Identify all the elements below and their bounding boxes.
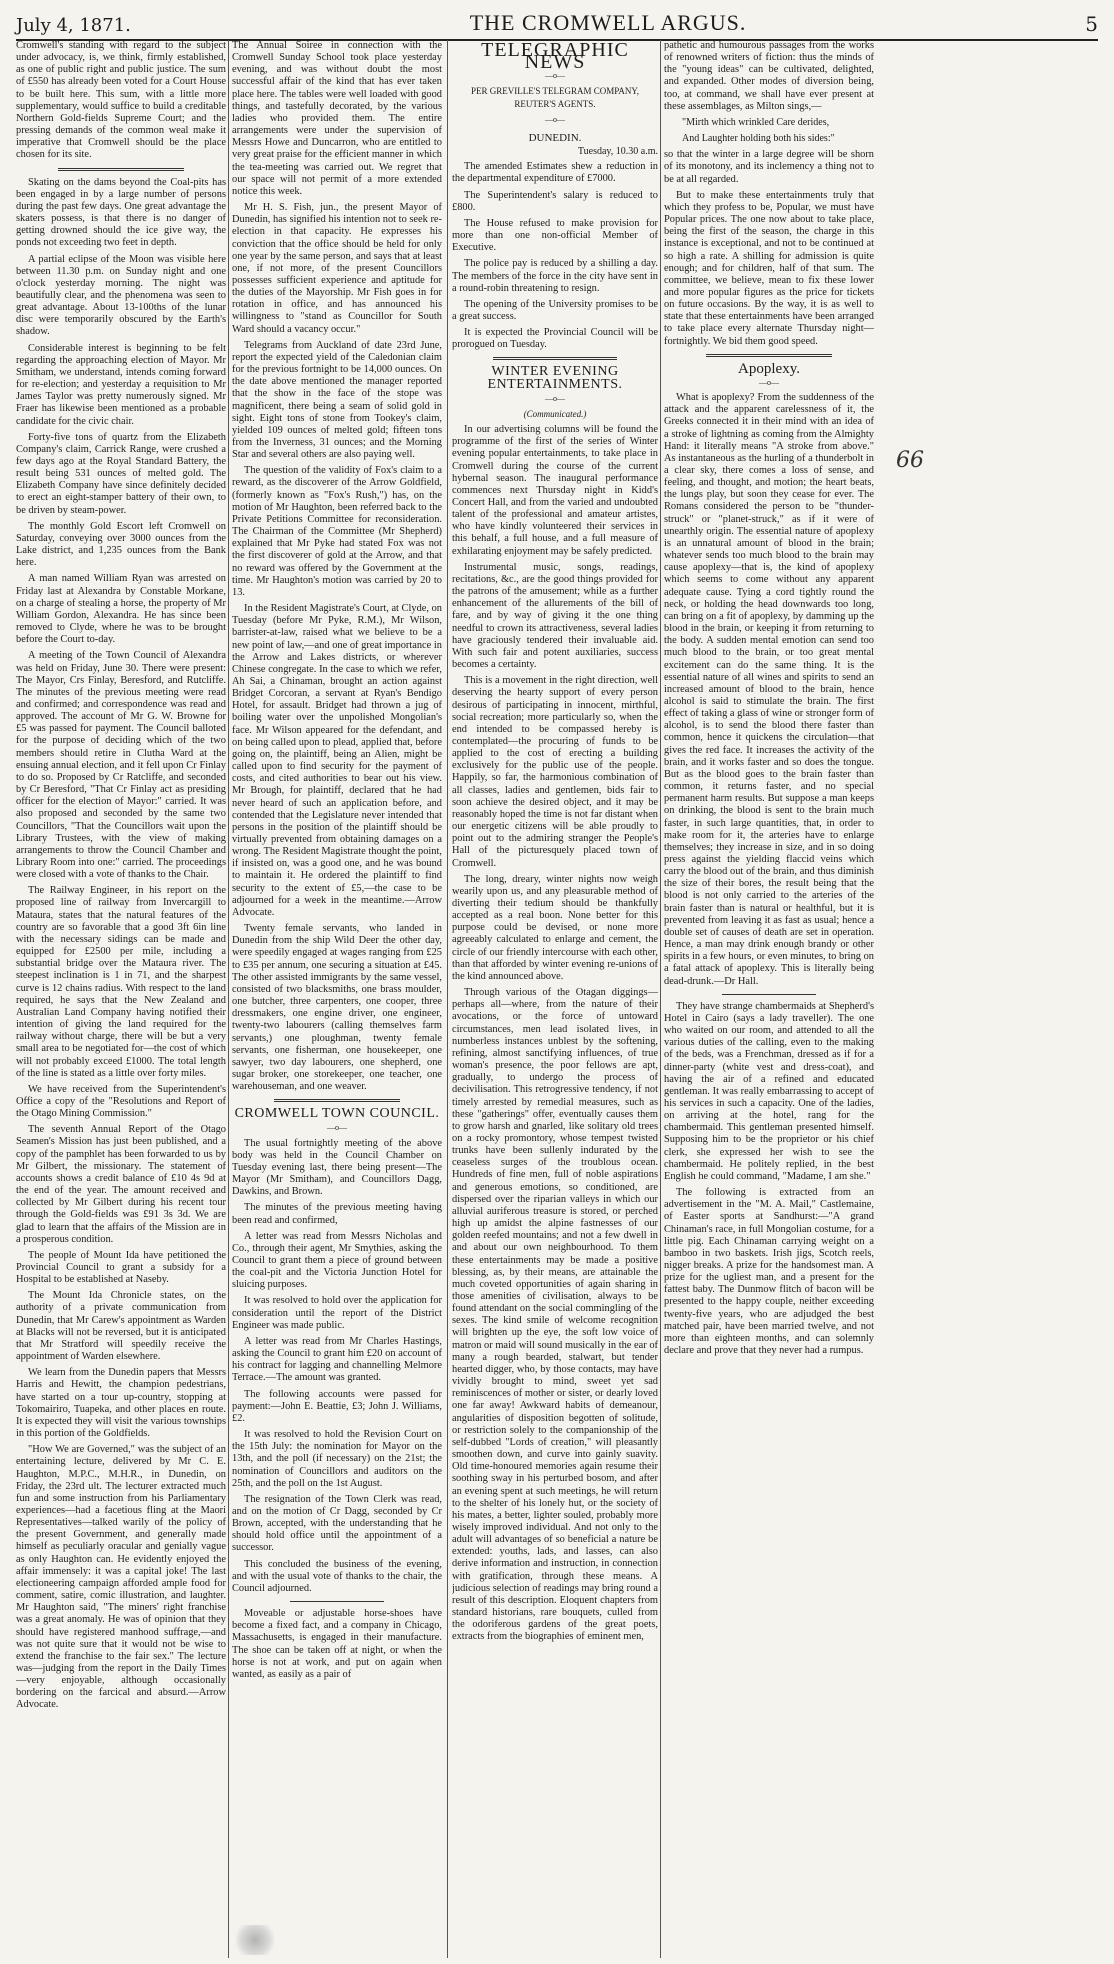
article-paragraph: This is a movement in the right direction, well deserving the hearty support of every person desirous of participating in innocent, mirthful, social recreation; more particularly so, when the end intended to be compassed hereby is contemplated—the procuring of funds to be applied to the cost of erecting a building exclusively for the public use of the people. Happily, so far, the harmonious combination of all classes, ladies and gentlemen, bids fair to soon achieve the desired object, and it may be reasonably hoped the time is not far distant when our energetic citizens will be able proudly to point out to the admiring stranger the People's Hall of the picturesquely placed town of Cromwell. (452, 675, 658, 869)
article-paragraph: Instrumental music, songs, readings, recitations, &c., are the good things provided for the patrons of the amusement; while as a further enhancement of the allurements of the bill of fare, and by way of giving it the one thing needful to crown its attractiveness, several ladies have graciously tendered their invaluable aid. With such fair and potent auxiliaries, success becomes a certainty. (452, 561, 658, 671)
winter-heading: WINTER EVENING ENTERTAINMENTS. (487, 364, 623, 392)
telegraph-item: The amended Estimates shew a reduction in the departmental expenditure of £7000. (452, 161, 658, 185)
section-divider (706, 354, 832, 357)
article-paragraph: Twenty female servants, who landed in Dunedin from the ship Wild Deer the other day, were speedily engaged at wages ranging from £25 to £35 per annum, one securing a situation at £45. The other assisted immigrants by the same vessel, consisted of two blacksmiths, one brass moulder, one butcher, three carpenters, one cooper, three dressmakers, one engine driver, one engineer, twenty-two labourers (calling themselves farm servants,) one ploughman, twenty female servants, one fisherman, one housekeeper, one sawyer, two day labourers, one shepherd, one sugar broker, one storekeeper, one teacher, one warehouseman, and one weaver. (232, 923, 442, 1093)
article-paragraph: The question of the validity of Fox's claim to a reward, as the discoverer of the Arrow Goldfield, (formerly known as "Fox's Rush,") has, on the motion of Mr Haughton, been referred back to the Private Petitions Committee for reconsideration. The Chairman of the Committee (Mr Shepherd) explained that Mr Pyke had stated Fox was not the first discoverer of gold at the Arrow, and that no reward was offered by the Government at the time. Mr Haughton's motion was carried by 20 to 13. (232, 465, 442, 598)
article-paragraph: The following is extracted from an advertisement in the "M. A. Mail," Castlemaine, of Easter sports at Sandhurst:—"A grand Chinaman's race, in full Mongolian costume, for a little pig. Each Chinaman carrying weight on a bamboo in two baskets. Irish jigs, Scotch reels, nigger breaks. A prize for the handsomest man. A prize for the ugliest man, and a present for the fattest baby. The Dunmow flitch of bacon will be presented to the happy couple, neither exceeding twenty-five years, who are adjudged the best matched pair, have been married twelve, and not more than eighteen months, and can solemnly declare and prove that they never had a rumpus. (664, 1187, 874, 1357)
column-rule (660, 40, 661, 1958)
article-paragraph: Telegrams from Auckland of date 23rd June, report the expected yield of the Caledonian claim for the previous fortnight to be 14,000 ounces. On the date above mentioned the manager reported that the show in the face of the stope was magnificent, there being a seam of solid gold in sight. Eight tons of stone from Tookey's claim, yielded 109 ounces of melted gold; fifteen tons from the Inverness, 31 ounces; and the Morning Star and several others are also paying well. (232, 339, 442, 461)
telegraph-item: The police pay is reduced by a shilling a day. The members of the force in the city have sent in a round-robin threatening to resign. (452, 258, 658, 294)
masthead (16, 6, 1098, 41)
article-paragraph: A man named William Ryan was arrested on Friday last at Alexandra by Constable Morkane, on a charge of stealing a horse, the property of Mr William Gordon, Alexandra. He has since been removed to Clyde, where he was to be brought before the Court to-day. (16, 573, 226, 646)
article-paragraph: We learn from the Dunedin papers that Messrs Harris and Hewitt, the champion pedestrians, have started on a tour up-country, stopping at Tokomairiro, Tuapeka, and other places en route. It is expected they will visit the various townships in this portion of the Goldfields. (16, 1367, 226, 1440)
article-paragraph: The usual fortnightly meeting of the above body was held in the Council Chamber on Tuesday evening last, there being present—The Mayor (Mr Smitham), and Councillors Dagg, Dawkins, and Brown. (232, 1137, 442, 1198)
heading-rule: —o— (545, 114, 565, 124)
column-rule (447, 40, 448, 1958)
communicated-note: (Communicated.) (523, 408, 587, 419)
article-paragraph: The people of Mount Ida have petitioned the Provincial Council to grant a subsidy for a Hospital to be established at Naseby. (16, 1249, 226, 1286)
section-divider (274, 1099, 400, 1102)
heading-rule: —o— (545, 393, 565, 403)
article-paragraph: Moveable or adjustable horse-shoes have become a fixed fact, and a company in Chicago, Massachusetts, is engaged in their manufacture. The shoe can be taken off at night, or when the horse is not at work, and put on again when wanted, as easily as a pair of (232, 1608, 442, 1680)
article-paragraph: Skating on the dams beyond the Coal-pits has been engaged in by a large number of persons during the past few days. One great advantage the skaters possess, is that there is no danger of getting drowned should the ice give way, the ponds not exceeding two feet in depth. (16, 176, 226, 249)
article-paragraph: so that the winter in a large degree will be shorn of its monotony, and its inclemency a thing not to be at all regarded. (664, 149, 874, 185)
heading-rule: —o— (327, 1123, 347, 1133)
telegraph-item: The Superintendent's salary is reduced to £800. (452, 189, 658, 213)
article-paragraph: In the Resident Magistrate's Court, at Clyde, on Tuesday (before Mr Pyke, R.M.), Mr Wilson, barrister-at-law, raised what we believe to be a new point of law,—and one of great importance in the Arrow and Lakes districts, or wherever Chinese congregate. In the case to which we refer, Ah Sai, a Chinaman, brought an action against Bridget Corcoran, a servant at Ryan's Bendigo Hotel, for assault. Bridget had thrown a jug of boiling water over the unpolished Mongolian's face. Mr Wilson appeared for the defendant, and on being called upon to plead, applied that, before going on, the plaintiff, being an Alien, might be called upon to find security for the payment of costs, and cited authorities to bear out his view. Mr Brough, for plaintiff, declared that he had never heard of such an application before, and contended that the Legislature never intended that persons in the position of the plaintiff should be virtually prevented from obtaining damages on a wrong. The Resident Magistrate thought the point, if insisted on, was a good one, and he was bound to maintain it. He ordered the plaintiff to find security to the extent of £5,—the case to be adjourned for a week in the meantime.—Arrow Advocate. (232, 603, 442, 918)
article-paragraph: The seventh Annual Report of the Otago Seamen's Mission has just been published, and a copy of the pamphlet has been forwarded to us by Mr Gilbert, the missionary. The statement of accounts shows a credit balance of £10 4s 9d at the end of the year. The amount received and collected by Mr Gilbert during his recent tour through the Gold-fields was £91 3s 3d. We are glad to learn that the affairs of the Mission are in a prosperous condition. (16, 1124, 226, 1245)
column-1 (16, 40, 226, 1958)
article-paragraph: The monthly Gold Escort left Cromwell on Saturday, conveying over 3000 ounces from the Lake district, and 1,235 ounces from the Bank here. (16, 520, 226, 569)
article-paragraph: Considerable interest is beginning to be felt regarding the approaching election of Mayor. Mr Smitham, we understand, intends coming forward for re-election; and yesterday a requisition to Mr James Taylor was pretty numerously signed. Mr Fraer has likewise been mentioned as a probable candidate for the civic chair. (16, 342, 226, 427)
article-paragraph: The resignation of the Town Clerk was read, and on the motion of Cr Dagg, seconded by Cr Brown, accepted, with the understanding that he should hold office until the appointment of a successor. (232, 1493, 442, 1554)
article-paragraph: The Railway Engineer, in his report on the proposed line of railway from Invercargill to Mataura, states that the natural features of the country are so favorable that a good 3ft 6in line with the necessary sidings can be made and equipped for £2500 per mile, including a substantial bridge over the Mataura river. The steepest inclination is 1 in 71, and the sharpest curve is 12 chains radius. With respect to the land required, he says that the New Zealand and Australian Land Company having notified their intention of giving the land required for the railway without charge, there will be but a very small area to be negotiated for—the cost of which will not probably exceed £1000. The total length of the line is stated as a little over forty miles. (16, 885, 226, 1079)
section-divider (493, 357, 617, 360)
page-number: 5 (1085, 12, 1098, 36)
article-paragraph: The minutes of the previous meeting having been read and confirmed, (232, 1202, 442, 1226)
column-4 (664, 40, 874, 1958)
section-divider (58, 168, 184, 171)
telegraph-item: The House refused to make provision for more than one non-official Member of Executive. (452, 217, 658, 254)
telegraph-dateline: Tuesday, 10.30 a.m. (577, 146, 658, 158)
article-paragraph: It was resolved to hold the Revision Court on the 15th July: the nomination for Mayor on the 13th, and the poll (if necessary) on the 21st; the nomination of Councillors and auditors on the 25th, and the poll on the 1st August. (232, 1429, 442, 1489)
telegraph-place: DUNEDIN. (528, 131, 582, 144)
heading-rule: —o— (545, 71, 565, 81)
paper-title: THE CROMWELL ARGUS. (469, 10, 747, 35)
paper-stain (230, 1925, 280, 1955)
telegraph-agency: PER GREVILLE'S TELEGRAM COMPANY, REUTER'S AGENTS. (471, 86, 639, 109)
article-paragraph: A letter was read from Mr Charles Hastings, asking the Council to grant him £20 on account of his contract for lagging and channelling Melmore Terrace.—The amount was granted. (232, 1335, 442, 1384)
apoplexy-heading: Apoplexy. (738, 360, 800, 377)
column-rule (228, 40, 229, 1958)
article-paragraph: What is apoplexy? From the suddenness of the attack and the apparent carelessness of it, the Greeks connected it in their mind with an idea of a stroke of lightning as coming from the Almighty Hand: it literally means "A stroke from above." As instantaneous as the hurling of a thunderbolt in a clear sky, there comes a loss of sense, and feeling, and thought, and motion; the heart beats, the lungs play, but soon they cease for ever. The Romans considered the person to be "thunder-struck" or "planet-struck," as if it were of unearthly origin. The essential nature of apoplexy is an unnatural amount of blood in the brain; whatever sends too much blood to the brain may cause apoplexy—that is, the kind of apoplexy which seems to come without any apparent adequate cause. Tying a cord tightly round the neck, or holding the head downwards too long, can bring on a fit of apoplexy, by damming up the blood in the brain, or keeping it from returning to the body. A sudden mental emotion can send too much blood to the brain, or too great mental excitement can do the same thing. It is the essential nature of all wines and spirits to send an increased amount of blood to the brain, hence alcohol is said to stimulate the brain. The first effect of taking a glass of wine or stronger form of alcohol, is to send the blood there faster than common, hence it quickens the circulation—that gives the red face. It increases the activity of the brain, and it works faster and so does the tongue. But as the blood goes to the brain faster than common, it returns faster, and no special permanent harm results. But suppose a man keeps on drinking, the blood is sent to the brain much faster, in such large quantities, that, in order to make room for it, the arteries have to enlarge themselves; they increase in size, and in so doing press against the yielding flaccid veins which carry the blood out of the brain, and thus diminish the size of their bores, the result being that the blood is not only carried to the arteries of the brain faster than is natural or healthful, but it is prevented from leaving it as fast as usual; hence a double set of causes of death are set in operation. Hence, a man may drink enough brandy or other spirits in a few hours, or even minutes, to bring on a fatal attack of apoplexy. This is literally being dead-drunk.—Dr Hall. (664, 392, 874, 987)
handwritten-margin-note: 66 (896, 448, 924, 473)
quote-line: And Laughter holding both his sides:" (682, 133, 835, 145)
article-paragraph: They have strange chambermaids at Shepherd's Hotel in Cairo (says a lady traveller). The one who waited on our room, and attended to all the various duties of the calling, even to the making of the beds, was a Frenchman, dressed as if for a dinner-party (white vest and dress-coat), and having the air of a refined and educated gentleman. It was really embarrassing to accept of his services in such a capacity. One of the ladies, on arriving at the hotel, rang for the chambermaid. This gentleman presented himself. Supposing him to be the proprietor or his chief clerk, she expressed her wish to see the chambermaid. He politely replied, in the best English he could command, "Madame, I am she." (664, 1000, 874, 1182)
column-3 (452, 40, 658, 1958)
article-paragraph: The Mount Ida Chronicle states, on the authority of a private communication from Dunedin, that Mr Carew's appointment as Warden at Blacks will not be reversed, but it is anticipated that Mr Stratford will speedily receive the appointment of Warden elsewhere. (16, 1290, 226, 1363)
article-paragraph: Through various of the Otagan diggings—perhaps all—where, from the nature of their avocations, or the force of untoward circumstances, men lead isolated lives, in numberless instances unblest by the softening, refining, almost sanctifying influences, of true woman's presence, the poor fellows are apt, gradually, to undergo the process of decivilisation. This retrogressive tendency, if not timely arrested by remedial measures, such as these "gatherings" offer, eventually causes them to grow harsh and gnarled, like solitary old trees on a rocky promontory, whose tempest twisted trunks have been sullenly indurated by the ceaseless surges of the troublous ocean. Hundreds of fine men, full of noble aspirations and generous emotions, so conditioned, are dispersed over the riparian valleys in which our alluvial auriferous treasure is stored, or perched high up amidst the alpine fastnesses of our golden reefed mountains; and not a few dwell in and about our own neighbourhood. To them these entertainments may be made a positive blessing, as, by their means, are attainable the much coveted opportunities of again sharing in those amenities of civilisation, always to be found attendant on the social commingling of the sexes. The kind smile of welcome recognition will brighten up the eye, the soft low voice of matron or maid will sound musically in the ear of many a rough bearded, stalwart, but tender hearted digger, who, by those contacts, may have vividly brought to mind, sweet yet sad reminiscences of mother or sister, or dearly loved one far away! Awkward habits of demeanour, angularities of disposition begotten of solitude, or restriction solely to the companionship of the self-dubbed "Lords of creation," will pleasantly smoothen down, and curve into gainly suavity. Old time-honoured memories again resume their soothing sway in his perturbed bosom, and after an evening spent at such meetings, he will return to the shelter of his lonely hut, or the society of his mates, a better, lighter souled, probably more wisely improved individual. And not only to the adult will advantages of so beneficial a nature be extended: youths, lads, and lasses, can also derive information and instruction, in connection with gratification, through these means. A judicious selection of readings may bring round a result of this description. Eloquent chapters from standard historians, rare bouquets, culled from the odoriferous gardens of the great poets, extracts from the biographies of eminent men, (452, 987, 658, 1643)
article-paragraph: pathetic and humourous passages from the works of renowned writers of fiction: thus the minds of the "young ideas" can be cultivated, delighted, and expanded. Other modes of diversion being, too, at command, we shall have ever present at these assemblages, as Milton sings,— (664, 40, 874, 112)
article-paragraph: A meeting of the Town Council of Alexandra was held on Friday, June 30. There were present: The Mayor, Crs Finlay, Beresford, and Rutcliffe. The minutes of the previous meeting were read and confirmed; and correspondence was read and approved. The account of Mr G. W. Browne for £5 was passed for payment. The Council balloted for the purpose of deciding which of the two members should retire in Clutha Ward at the ensuing annual election, and it fell upon Cr Finlay to do so. Proposed by Cr Ratcliffe, and seconded by Cr Beresford, "That Cr Finlay act as presiding officer for the election of Mayor:" carried. It was also proposed and seconded by the same two Councillors, "That the Councillors wait upon the Library Trustees, with the view of making arrangements to throw the Council Chamber and Library Room into one:" carried. The proceedings were closed with a vote of thanks to the Chair. (16, 650, 226, 881)
section-divider (722, 994, 817, 995)
quote-line: "Mirth which wrinkled Care derides, (682, 116, 830, 128)
article-paragraph: A letter was read from Messrs Nicholas and Co., through their agent, Mr Smythies, asking the Council to grant them a piece of ground between the coal-pit and the Victoria Junction Hotel for sluicing purposes. (232, 1230, 442, 1291)
section-divider (290, 1601, 385, 1602)
article-paragraph: We have received from the Superintendent's Office a copy of the "Resolutions and Report of the Otago Mining Commission." (16, 1083, 226, 1120)
issue-date: July 4, 1871. (16, 15, 131, 36)
column-2 (232, 40, 442, 1958)
article-paragraph: A partial eclipse of the Moon was visible here between 11.30 p.m. on Sunday night and one o'clock yesterday morning. The night was beautifully clear, and the phenomena was seen to great advantage. About 13-100ths of the lunar disc were temporarily obscured by the Earth's shadow. (16, 253, 226, 338)
article-paragraph: The long, dreary, winter nights now weigh wearily upon us, and any pleasurable method of diverting their tedium should be thankfully accepted as a real boon. None better for this purpose could be devised, or none more agreeably calculated to enlarge and cement, the circle of our friendly intercourse with each other, than that afforded by winter evening re-unions of the kind announced above. (452, 873, 658, 982)
article-paragraph: Mr H. S. Fish, jun., the present Mayor of Dunedin, has signified his intention not to seek re-election in that capacity. He expresses his conviction that the office should be held for only one year by the same person, and says that at least one, if not more, of the present Councillors possesses sufficient experience and aptitude for the duties of the Mayorship. Mr Fish goes in for rotation in office, and has announced his willingness to "stand as Councillor for South Ward should a vacancy occur." (232, 202, 442, 335)
article-paragraph: It was resolved to hold over the application for consideration until the report of the District Engineer was made public. (232, 1295, 442, 1331)
article-paragraph: "How We are Governed," was the subject of an entertaining lecture, delivered by Mr C. E. Haughton, M.P.C., M.H.R., in Dunedin, on Friday, the 23rd ult. The lecturer extracted much fun and some instruction from his Parliamentary experiences—had a facetious fling at the Maori Representatives—talked warily of the policy of the present Government, and generally made himself as peculiarly oracular and genially vague as only Haughton can. He evidently enjoyed the affair immensely: it was a capital joke! The last electioneering campaign afforded ample food for comment, satire, comic illustration, and laughter. Mr Haughton said, "The miners' right franchise was a great anomaly. He was of opinion that they should have registered manhood suffrage,—and was not quite sure that it would not be wise to extend the franchise to the fair sex." The lecture was—judging from the report in the Daily Times—very enjoyable, although occasionally bordering on the farcical and absurd.—Arrow Advocate. (16, 1444, 226, 1711)
article-paragraph: Cromwell's standing with regard to the subject under advocacy, is, we think, firmly established, as one of public right and public justice. The sum of £550 has already been voted for a Court House to be built here. This sum, with a little more supplementary, would suffice to build a creditable Northern Gold-fields Supreme Court; and the pressing demands of the common weal make it imperative that Cromwell should be the place chosen for its site. (16, 40, 226, 161)
council-heading: CROMWELL TOWN COUNCIL. (234, 1106, 440, 1122)
article-paragraph: The following accounts were passed for payment:—John E. Beattie, £3; John J. Williams, £2. (232, 1388, 442, 1424)
telegraphic-heading: TELEGRAPHIC NEWS (481, 40, 629, 74)
article-paragraph: But to make these entertainments truly that which they profess to be, Popular, we must have Popular prices. The one now about to take place, being the first of the season, the charge in this instance is exceptional, and not to be continued at so high a rate. A shilling for admission is quite enough; and for children, half of that sum. The committee, we believe, mean to fix these lower and more popular figures as the price for tickets on future occasions. By the way, it is as well to state that these entertainments have been arranged to take place every alternate Thursday night—fortnightly. We bid them good speed. (664, 189, 874, 347)
heading-rule: —o— (759, 377, 779, 387)
article-paragraph: The Annual Soiree in connection with the Cromwell Sunday School took place yesterday evening, and was without doubt the most successful affair of the kind that has ever taken place here. The tables were well loaded with good things, and tastefully decorated, by the various ladies who provided them. The entire arrangements were under the supervision of Messrs Howe and Duncarron, who are entitled to very great praise for the efficient manner in which the tea-meeting was carried out. We regret that our space will not permit of a more extended notice this week. (232, 40, 442, 197)
telegraph-item: It is expected the Provincial Council will be prorogued on Tuesday. (452, 327, 658, 351)
article-paragraph: This concluded the business of the evening, and with the usual vote of thanks to the chair, the Council adjourned. (232, 1558, 442, 1594)
article-paragraph: In our advertising columns will be found the programme of the first of the series of Winter evening popular entertainments, to take place in Cromwell during the course of the current hybernal season. The inaugural performance commences next Thursday night in Kidd's Concert Hall, and from the varied and undoubted talent of the professional and amateur artistes, who have kindly volunteered their services in this behalf, a full house, and a full measure of exhilarating enjoyment may be safely predicted. (452, 424, 658, 557)
telegraph-item: The opening of the University promises to be a great success. (452, 298, 658, 322)
article-paragraph: Forty-five tons of quartz from the Elizabeth Company's claim, Carrick Range, were crushed a few days ago at the Royal Standard Battery, the result being 531 ounces of melted gold. The Elizabeth Company have since definitely decided to erect an eight-stamper battery of their own, to be driven by steam-power. (16, 431, 226, 516)
